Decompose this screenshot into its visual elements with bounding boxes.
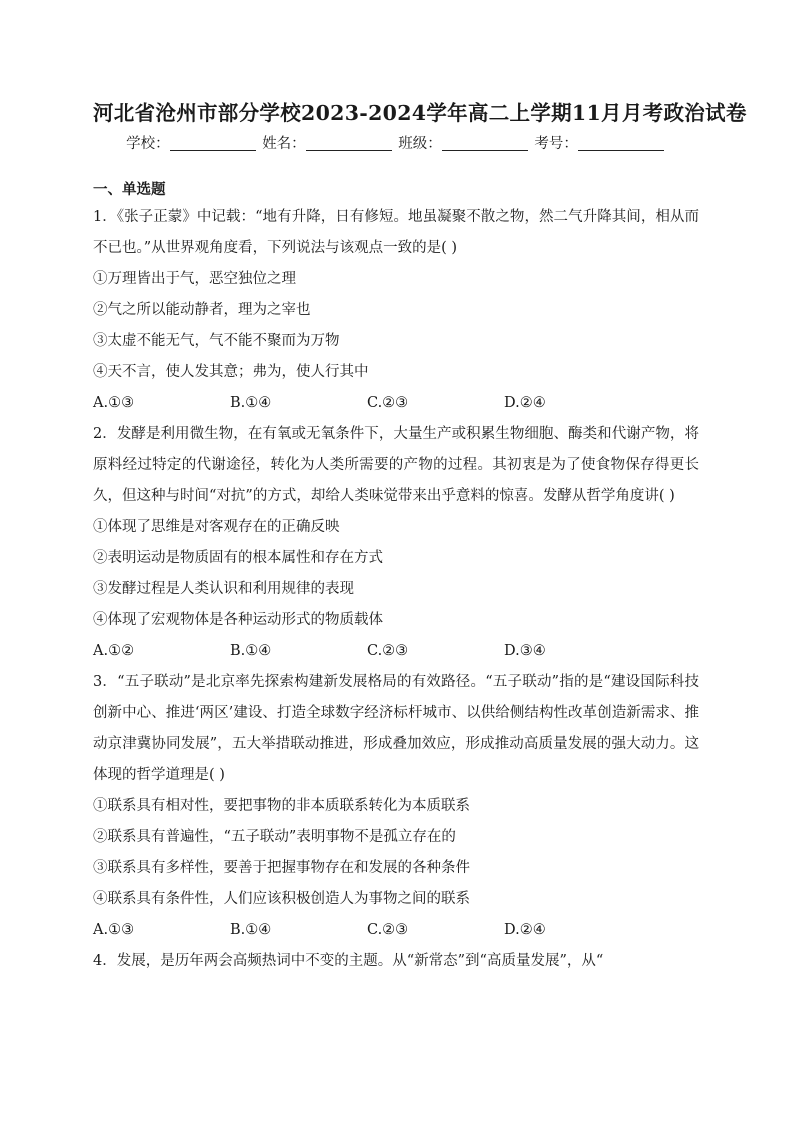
answer-choices — [93, 636, 699, 667]
statement-option: ③发酵过程是人类认识和利用规律的表现 — [93, 581, 354, 597]
choice-b: B.①④ — [230, 922, 272, 938]
statement-option: ①万理皆出于气，恶空独位之理 — [93, 271, 296, 287]
statement-option: ②联系具有普遍性，“五子联动”表明事物不是孤立存在的 — [93, 829, 456, 845]
name-blank — [306, 134, 392, 151]
school-label: 学校： — [126, 136, 170, 152]
exam-number-blank — [578, 134, 664, 151]
choice-c: C.②③ — [367, 922, 409, 938]
statement-option: ④联系具有条件性，人们应该积极创造人为事物之间的联系 — [93, 891, 470, 907]
choice-b: B.①④ — [230, 395, 272, 411]
question-4 — [93, 946, 699, 977]
question-stem: 2．发酵是利用微生物，在有氧或无氧条件下，大量生产或积累生物细胞、酶类和代谢产物，将原料经过特定的代谢途径，转化为人类所需要的产物的过程。其初衷是为了使食物保存得更长久，但这种与时间“对抗”的方式，却给人类味觉带来出乎意料的惊喜。发酵从哲学角度讲( ) — [93, 426, 699, 504]
choice-d: D.②④ — [504, 922, 546, 938]
question-stem: 4．发展，是历年两会高频热词中不变的主题。从“新常态”到“高质量发展”，从“ — [93, 953, 604, 969]
statement-option: ③太虚不能无气，气不能不聚而为万物 — [93, 333, 340, 349]
section-title: 一、单选题 — [93, 181, 166, 198]
class-blank — [442, 134, 528, 151]
choice-a: A.①③ — [93, 922, 135, 938]
choice-d: D.②④ — [504, 395, 546, 411]
question-1 — [93, 202, 699, 419]
question-3 — [93, 667, 699, 946]
question-stem: 3．“五子联动”是北京率先探索构建新发展格局的有效路径。“五子联动”指的是“建设国际科技创新中心、推进‘两区’建设、打造全球数字经济标杆城市、以供给侧结构性改革创造新需求、推动京津冀协同发展”，五大举措联动推进，形成叠加效应，形成推动高质量发展的强大动力。这体现的哲学道理是( ) — [93, 674, 699, 783]
choice-d: D.③④ — [504, 643, 546, 659]
choice-a: A.①③ — [93, 395, 135, 411]
statement-option: ②气之所以能动静者，理为之宰也 — [93, 302, 311, 318]
student-info-line — [93, 130, 699, 158]
name-label: 姓名： — [262, 136, 306, 152]
choice-b: B.①④ — [230, 643, 272, 659]
choice-c: C.②③ — [367, 643, 409, 659]
statement-option: ①体现了思维是对客观存在的正确反映 — [93, 519, 340, 535]
school-blank — [170, 134, 256, 151]
statement-option: ④天不言，使人发其意；弗为，使人行其中 — [93, 364, 369, 380]
statement-option: ②表明运动是物质固有的根本属性和存在方式 — [93, 550, 383, 566]
exam-number-label: 考号： — [534, 136, 578, 152]
choice-c: C.②③ — [367, 395, 409, 411]
statement-option: ①联系具有相对性，要把事物的非本质联系转化为本质联系 — [93, 798, 470, 814]
statement-option: ③联系具有多样性，要善于把握事物存在和发展的各种条件 — [93, 860, 470, 876]
exam-title: 河北省沧州市部分学校2023-2024学年高二上学期11月月考政治试卷 — [93, 101, 747, 125]
statement-option: ④体现了宏观物体是各种运动形式的物质载体 — [93, 612, 383, 628]
question-2 — [93, 419, 699, 667]
question-stem: 1．《张子正蒙》中记载：“地有升降，日有修短。地虽凝聚不散之物，然二气升降其间，相从而不已也。”从世界观角度看，下列说法与该观点一致的是( ) — [93, 209, 699, 256]
answer-choices — [93, 388, 699, 419]
choice-a: A.①② — [93, 643, 135, 659]
answer-choices — [93, 915, 699, 946]
class-label: 班级： — [398, 136, 442, 152]
